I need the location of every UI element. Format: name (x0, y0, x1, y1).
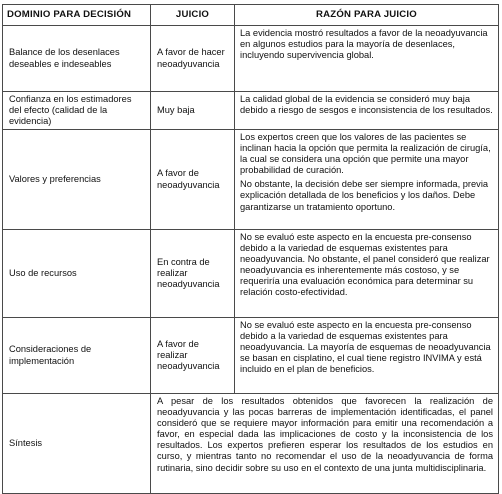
reason-cell (235, 318, 499, 394)
domain-cell: Balance de los desenlaces deseables e indeseables (3, 26, 151, 92)
reason-paragraph: Los expertos creen que los valores de las pacientes se inclinan hacia la opción que permita la realización de cirugía, la cual se considera una opción que permite una mayor probabilidad de curación. (240, 132, 491, 176)
header-judgment: JUICIO (151, 5, 235, 26)
header-domain: DOMINIO PARA DECISIÓN (3, 5, 151, 26)
table-row (3, 26, 499, 92)
judgment-cell: A favor de neoadyuvancia (151, 130, 235, 230)
header-reason: RAZÓN PARA JUICIO (235, 5, 499, 26)
judgment-cell: A favor de realizar neoadyuvancia (151, 318, 235, 394)
judgment-cell: En contra de realizar neoadyuvancia (151, 230, 235, 318)
reason-paragraph: No se evaluó este aspecto en la encuesta pre-consenso debido a la variedad de esquemas existentes para neoadyuvancia. La mayoría de esquemas de neoadyuvancia se basan en cisplatino, el cual tiene registro INVIMA y está incluido en el plan de beneficios. (240, 320, 491, 375)
header-row (3, 5, 499, 26)
reason-cell (235, 92, 499, 130)
evidence-to-decision-table (2, 4, 499, 494)
reason-paragraph: La evidencia mostró resultados a favor de la neoadyuvancia en algunos estudios para la mayoría de desenlaces, incluyendo supervivencia global. (240, 28, 488, 61)
table-row (3, 130, 499, 230)
domain-cell: Consideraciones de implementación (3, 318, 151, 394)
table-row (3, 92, 499, 130)
table-row (3, 230, 499, 318)
synthesis-text: A pesar de los resultados obtenidos que favorecen la realización de neoadyuvancia y las pocas barreras de implementación identificadas, el panel consideró que se requiere mayor información para emitir una recomendación a favor, en especial dada las implicaciones de costo y la inconsistencia de los resultados. Los expertos prefieren esperar los resultados de los estudios en curso, y mientras tanto no recomendar el uso de la neoadyuvancia de forma rutinaria, sino decidir sobre su uso en el contexto de una junta multidisciplinaria. (151, 394, 499, 494)
reason-paragraph: No obstante, la decisión debe ser siempre informada, previa explicación detallada de los beneficios y los daños. Debe garantizarse un tratamiento oportuno. (240, 179, 489, 212)
synthesis-label: Síntesis (3, 394, 151, 494)
reason-cell (235, 230, 499, 318)
reason-paragraph: No se evaluó este aspecto en la encuesta pre-consenso debido a la variedad de esquemas existentes para neoadyuvancia. No obstante, el panel consideró que realizar neoadyuvancia es inherentemente más costoso, y se requeriría una evaluación económica para determinar su relación costo-efectividad. (240, 232, 490, 298)
judgment-cell: A favor de hacer neoadyuvancia (151, 26, 235, 92)
domain-cell: Uso de recursos (3, 230, 151, 318)
synthesis-row (3, 394, 499, 494)
reason-cell (235, 130, 499, 230)
domain-cell: Confianza en los estimadores del efecto (calidad de la evidencia) (3, 92, 151, 130)
domain-cell: Valores y preferencias (3, 130, 151, 230)
reason-paragraph: La calidad global de la evidencia se consideró muy baja debido a riesgo de sesgos e inconsistencia de los resultados. (240, 94, 493, 116)
table-row (3, 318, 499, 394)
judgment-cell: Muy baja (151, 92, 235, 130)
reason-cell (235, 26, 499, 92)
